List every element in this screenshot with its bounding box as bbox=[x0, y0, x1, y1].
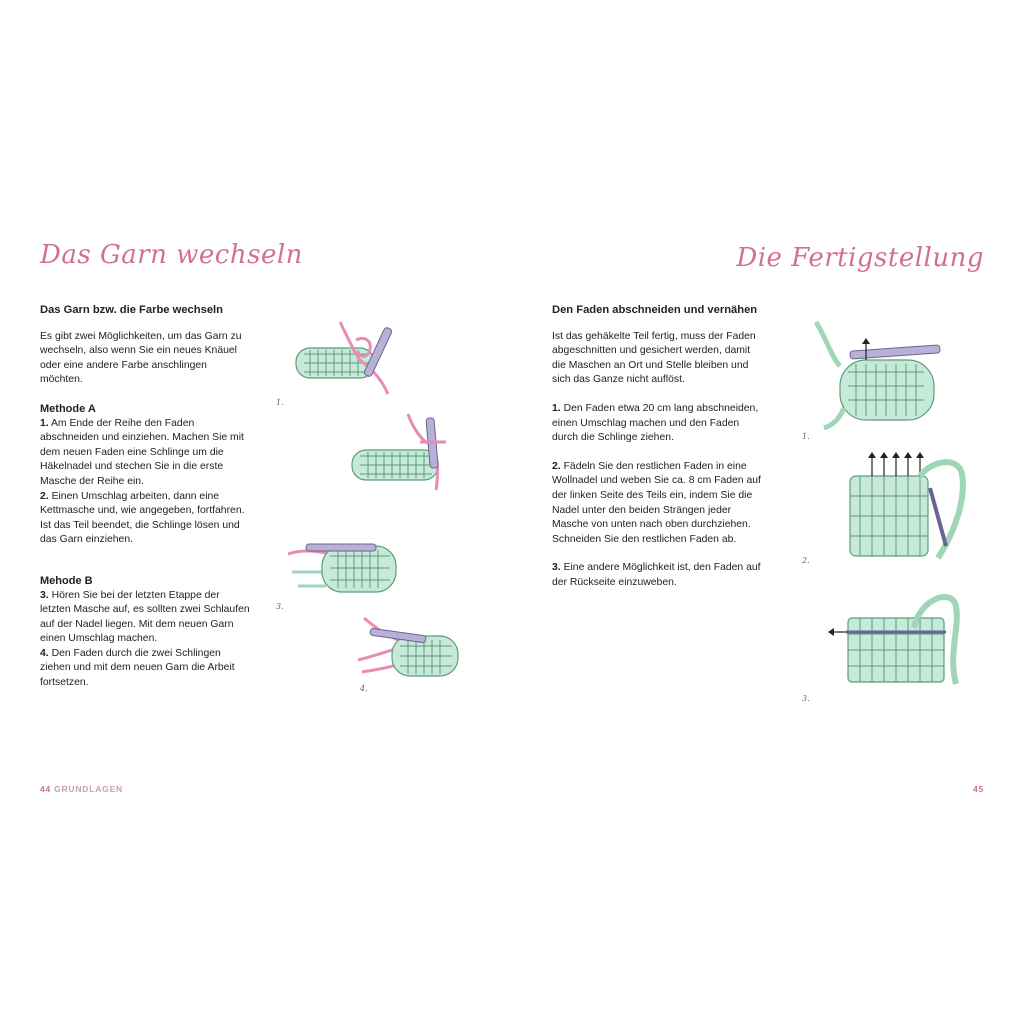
folio-left bbox=[40, 784, 123, 794]
illustration-caption: 3. bbox=[802, 694, 810, 703]
left-text-column bbox=[40, 303, 252, 691]
spacer bbox=[40, 548, 252, 574]
right-subhead: Den Faden abschneiden und vernähen bbox=[552, 304, 758, 316]
finishing-step bbox=[552, 460, 764, 548]
step-text: Fädeln Sie den restlichen Faden in eine Wollnadel und weben Sie ca. 8 cm Faden auf der linken Seite des Teils ein, indem Sie die Nadel unter den beiden Strängen jeder Masche von unten nach oben durchziehen. Schneiden Sie den restlichen Faden ab. bbox=[552, 460, 761, 545]
left-subhead: Das Garn bzw. die Farbe wechseln bbox=[40, 304, 223, 316]
illustration-change-yarn-3 bbox=[286, 534, 402, 606]
illustration-caption: 3. bbox=[276, 602, 284, 611]
method-a-heading: Methode A bbox=[40, 402, 96, 415]
method-a-step bbox=[40, 417, 252, 490]
page-number: 44 bbox=[40, 784, 52, 794]
step-number: 1. bbox=[40, 417, 49, 429]
illustration-caption: 4. bbox=[360, 684, 368, 693]
step-text: Den Faden etwa 20 cm lang abschneiden, einen Umschlag machen und den Faden durch die Schlinge ziehen. bbox=[552, 402, 759, 444]
step-number: 3. bbox=[40, 589, 49, 601]
right-text-column bbox=[552, 303, 764, 591]
method-b-step bbox=[40, 647, 252, 691]
right-page-title: Die Fertigstellung bbox=[736, 243, 984, 273]
section-name: GRUNDLAGEN bbox=[54, 784, 123, 794]
step-text: Am Ende der Reihe den Faden abschneiden und einziehen. Machen Sie mit dem neuen Faden eine Schlinge um die Häkelnadel und stechen Sie in die erste Masche der Reihe ein. bbox=[40, 417, 244, 487]
illustration-finishing-2 bbox=[846, 450, 970, 568]
method-a-step bbox=[40, 490, 252, 548]
left-intro: Es gibt zwei Möglichkeiten, um das Garn zu wechseln, also wenn Sie ein neues Knäuel oder eine andere Farbe anschlingen möchten. bbox=[40, 330, 242, 386]
right-intro: Ist das gehäkelte Teil fertig, muss der Faden abgeschnitten und gesichert werden, damit die Maschen an Ort und Stelle bleiben und sich das Ganze nicht auflöst. bbox=[552, 330, 756, 386]
illustration-finishing-3 bbox=[826, 588, 972, 688]
finishing-step bbox=[552, 402, 764, 446]
step-text: Einen Umschlag arbeiten, dann eine Kettmasche und, wie angegeben, fortfahren. Ist das Teil beendet, die Schlinge lösen und das Garn einziehen. bbox=[40, 490, 245, 546]
illustration-change-yarn-2 bbox=[346, 412, 458, 492]
step-text: Eine andere Möglichkeit ist, den Faden auf der Rückseite einzuweben. bbox=[552, 562, 761, 588]
finishing-step bbox=[552, 561, 764, 590]
spacer bbox=[552, 547, 764, 561]
step-number: 2. bbox=[40, 490, 49, 502]
step-number: 1. bbox=[552, 402, 561, 414]
folio-right: 45 bbox=[972, 784, 984, 794]
illustration-caption: 2. bbox=[802, 556, 810, 565]
illustration-change-yarn-1 bbox=[290, 318, 402, 398]
step-text: Den Faden durch die zwei Schlingen ziehen und mit dem neuen Garn die Arbeit fortsetzen. bbox=[40, 647, 235, 689]
step-text: Hören Sie bei der letzten Etappe der letzten Masche auf, es sollten zwei Schlaufen auf der Nadel liegen. Mit dem neuen Garn einen Umschlag machen. bbox=[40, 589, 250, 645]
illustration-change-yarn-4 bbox=[354, 612, 464, 684]
illustration-caption: 1. bbox=[802, 432, 810, 441]
step-number: 3. bbox=[552, 562, 561, 574]
step-number: 4. bbox=[40, 647, 49, 659]
method-b-heading: Mehode B bbox=[40, 574, 93, 587]
illustration-finishing-1 bbox=[810, 318, 944, 430]
illustration-caption: 1. bbox=[276, 398, 284, 407]
spacer bbox=[552, 446, 764, 460]
step-number: 2. bbox=[552, 460, 561, 472]
left-page-title: Das Garn wechseln bbox=[40, 240, 303, 270]
method-b-step bbox=[40, 589, 252, 647]
